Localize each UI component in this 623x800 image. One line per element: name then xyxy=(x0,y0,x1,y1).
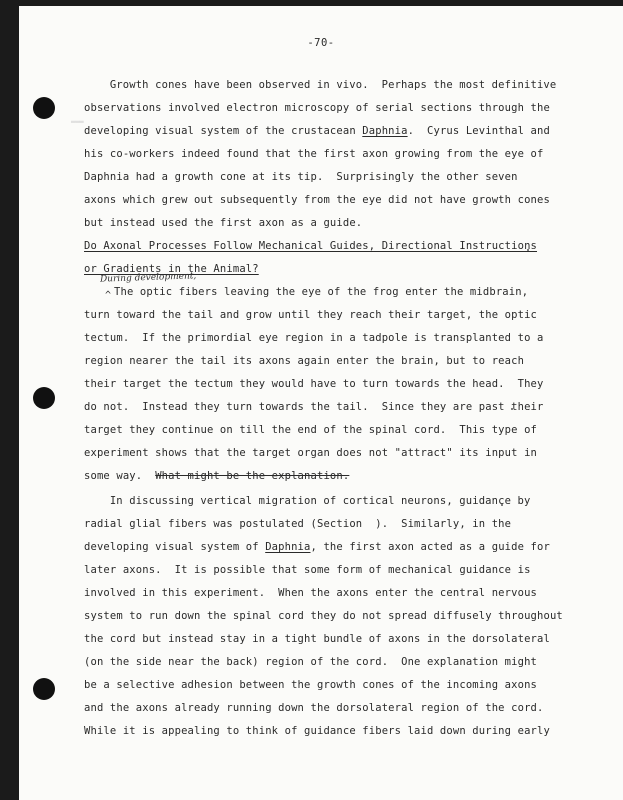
text-line: and the axons already running down the dorsolateral region of the cord. xyxy=(84,702,544,714)
text-line: While it is appealing to think of guidance fibers laid down during early xyxy=(84,725,550,737)
text-line: experiment shows that the target organ does not "attract" its input in xyxy=(84,447,538,459)
text-line: target they continue on till the end of the spinal cord. This type of xyxy=(84,424,538,436)
text-span: , the first axon acted as a guide for xyxy=(310,541,550,553)
text-line: The optic fibers leaving the eye of the frog enter the midbrain, xyxy=(114,286,529,298)
text-span: developing visual system of the crustacean xyxy=(84,125,363,137)
text-span: . Cyrus Levinthal and xyxy=(407,125,550,137)
daphnia-underlined: Daphnia xyxy=(362,125,408,137)
page-number: -70- xyxy=(307,37,335,49)
text-line: do not. Instead they turn towards the tail. Since they are past their xyxy=(84,401,544,413)
text-line: tectum. If the primordial eye region in a tadpole is transplanted to a xyxy=(84,332,544,344)
text-span: some way. xyxy=(84,470,156,482)
text-line: involved in this experiment. When the axons enter the central nervous xyxy=(84,587,538,599)
text-line: In discussing vertical migration of cortical neurons, guidance by xyxy=(71,495,531,507)
text-line: observations involved electron microscopy of serial sections through the xyxy=(84,102,550,114)
section-heading: Do Axonal Processes Follow Mechanical Guides, Directional Instructions xyxy=(84,240,538,252)
text-line: (on the side near the back) region of the cord. One explanation might xyxy=(84,656,538,668)
text-line: system to run down the spinal cord they do not spread diffusely throughout xyxy=(84,610,563,622)
struck-through-text: What might be the explanation. xyxy=(155,470,350,482)
punch-hole-top xyxy=(33,97,55,119)
document-page xyxy=(19,6,623,800)
text-line: axons which grew out subsequently from the eye did not have growth cones xyxy=(84,194,550,206)
text-line: region nearer the tail its axons again enter the brain, but to reach xyxy=(84,355,525,367)
margin-mark: ═══ xyxy=(71,118,84,126)
insertion-caret: ^ xyxy=(105,290,112,301)
text-line: radial glial fibers was postulated (Section ). Similarly, in the xyxy=(84,518,512,530)
text-line: Growth cones have been observed in vivo. Perhaps the most definitive xyxy=(71,79,557,91)
text-line: Daphnia had a growth cone at its tip. Surprisingly the other seven xyxy=(84,171,518,183)
punch-hole-middle xyxy=(33,387,55,409)
text-line: later axons. It is possible that some form of mechanical guidance is xyxy=(84,564,531,576)
text-line: but instead used the first axon as a guide. xyxy=(84,217,363,229)
punch-hole-bottom xyxy=(33,678,55,700)
text-line xyxy=(84,125,550,137)
daphnia-underlined: Daphnia xyxy=(265,541,311,553)
text-line: his co-workers indeed found that the first axon growing from the eye of xyxy=(84,148,544,160)
text-span: developing visual system of xyxy=(84,541,266,553)
text-line xyxy=(84,470,349,482)
text-line: the cord but instead stay in a tight bundle of axons in the dorsolateral xyxy=(84,633,550,645)
text-line: be a selective adhesion between the growth cones of the incoming axons xyxy=(84,679,538,691)
section-heading: or Gradients in the Animal? xyxy=(84,263,259,275)
text-line xyxy=(84,541,550,553)
text-line: their target the tectum they would have to turn towards the head. They xyxy=(84,378,544,390)
handwritten-insertion: During development, xyxy=(99,271,197,285)
text-line: turn toward the tail and grow until they reach their target, the optic xyxy=(84,309,538,321)
